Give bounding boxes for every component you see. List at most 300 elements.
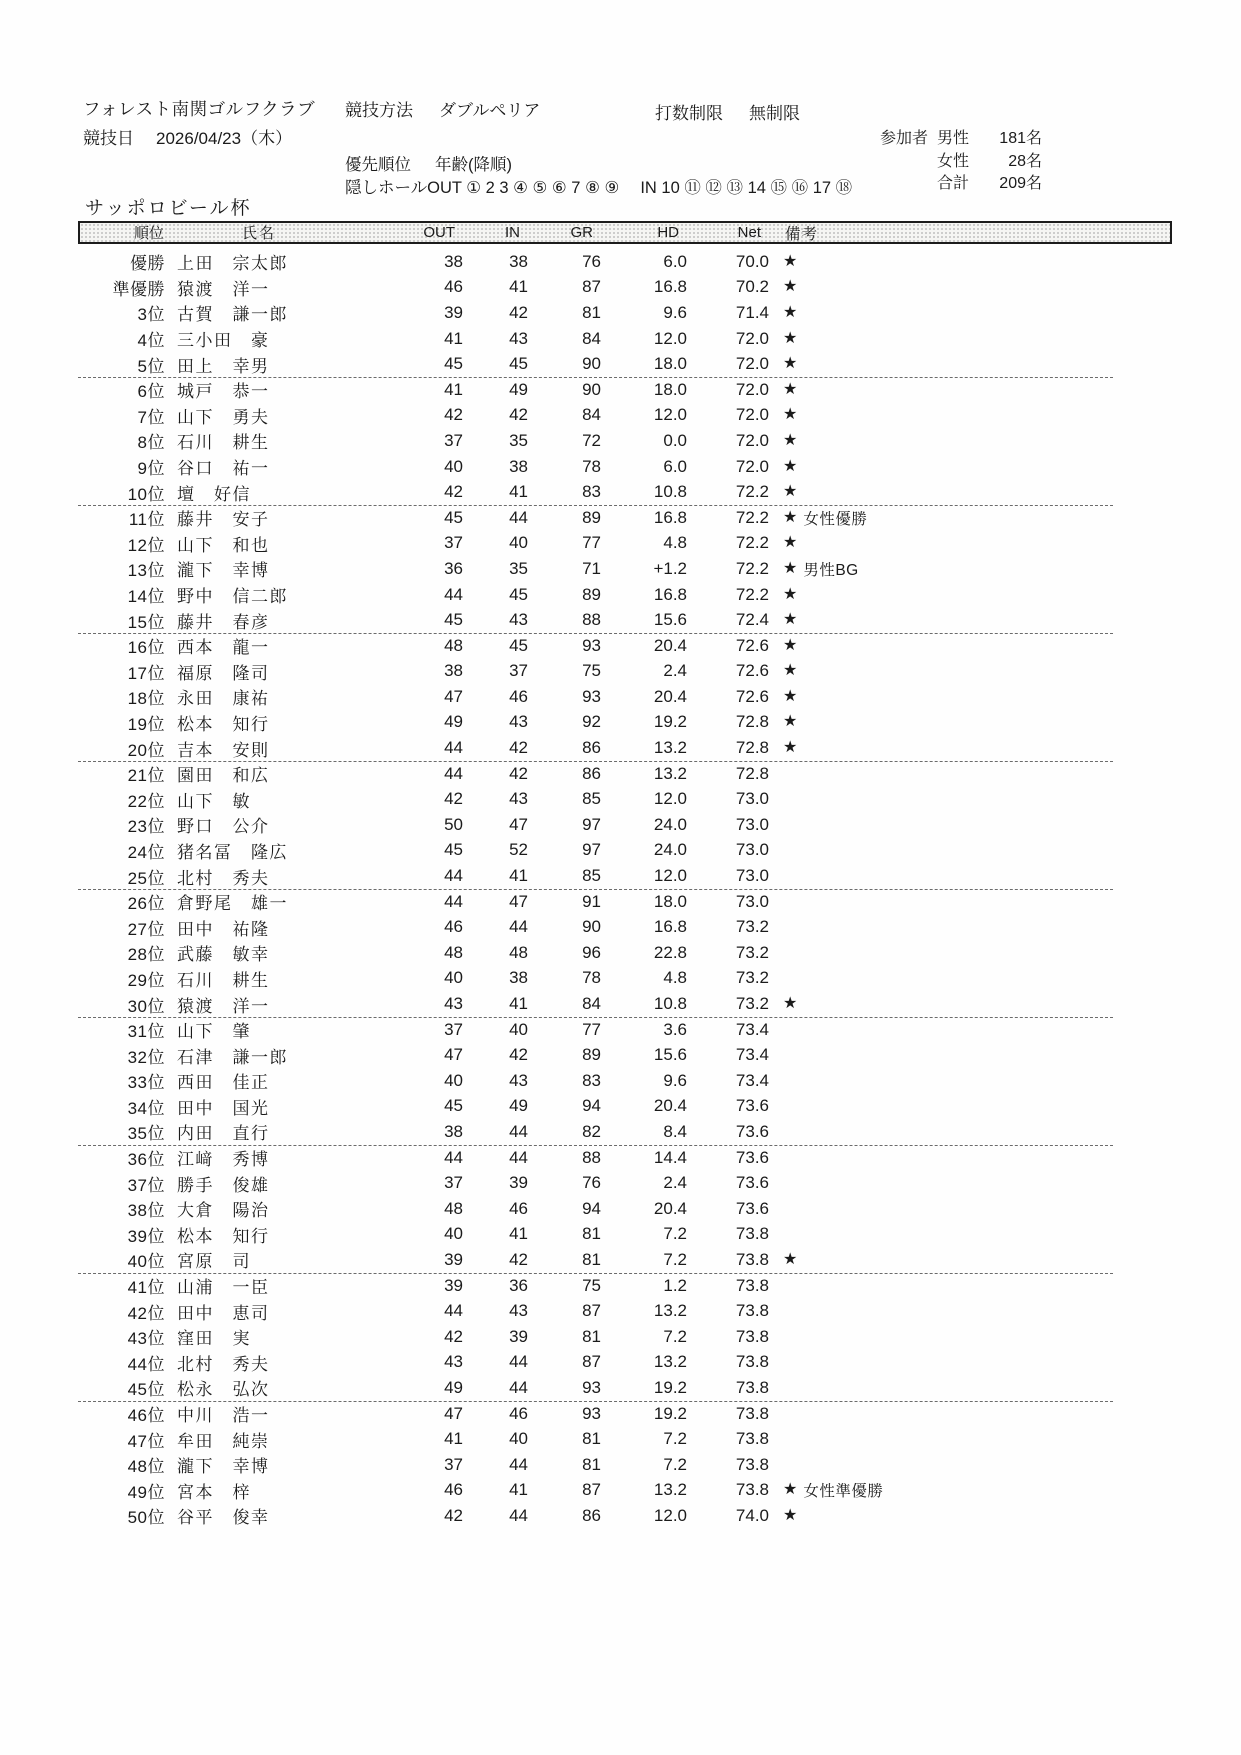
cell-name: 藤井 安子 [177, 510, 270, 530]
cell-name: 石津 謙一郎 [177, 1047, 288, 1067]
cell-name: 田中 国光 [177, 1098, 270, 1118]
cell-gr: 83 [582, 1070, 601, 1090]
cell-gr: 81 [582, 1429, 601, 1449]
table-row [78, 1375, 1172, 1401]
cell-name: 牟田 純崇 [177, 1431, 270, 1451]
table-row [78, 1094, 1172, 1120]
cell-rank: 38位 [127, 1201, 165, 1221]
table-row [78, 1145, 1172, 1171]
table-row [78, 403, 1172, 429]
cell-name: 石川 耕生 [177, 433, 270, 453]
cell-net: 73.8 [735, 1454, 769, 1474]
cell-name: 北村 秀夫 [177, 1354, 270, 1374]
cell-rank: 8位 [137, 433, 165, 453]
star-icon: ★ [783, 739, 798, 757]
cell-in: 45 [509, 584, 528, 604]
cell-net: 73.6 [735, 1147, 769, 1167]
cell-rank: 35位 [127, 1124, 165, 1144]
cell-gr: 88 [582, 610, 601, 630]
cell-net: 73.6 [735, 1096, 769, 1116]
cell-out: 42 [444, 789, 463, 809]
cell-in: 49 [509, 1096, 528, 1116]
cell-rank: 45位 [127, 1380, 165, 1400]
cell-in: 42 [509, 738, 528, 758]
cell-gr: 81 [582, 1326, 601, 1346]
cell-remark [769, 663, 1172, 679]
cell-gr: 87 [582, 1480, 601, 1500]
cell-name: 谷平 俊幸 [177, 1508, 270, 1528]
cell-out: 37 [444, 1454, 463, 1474]
cell-net: 72.2 [735, 507, 769, 527]
cell-remark [769, 1508, 1172, 1524]
col-header-remark: 備考 [785, 225, 819, 243]
cell-net: 73.0 [735, 814, 769, 834]
table-row [78, 1478, 1172, 1504]
cell-rank: 15位 [127, 612, 165, 632]
cell-gr: 90 [582, 354, 601, 374]
table-row [78, 1401, 1172, 1427]
cell-out: 44 [444, 1301, 463, 1321]
cell-in: 44 [509, 917, 528, 937]
cell-net: 73.0 [735, 891, 769, 911]
cell-name: 内田 直行 [177, 1124, 270, 1144]
cell-gr: 83 [582, 482, 601, 502]
col-header-in: IN [505, 224, 520, 241]
cell-name: 古賀 謙一郎 [177, 305, 288, 325]
cell-net: 72.0 [735, 379, 769, 399]
cell-rank: 3位 [137, 305, 165, 325]
cell-out: 45 [444, 1096, 463, 1116]
cell-rank: 30位 [127, 996, 165, 1016]
cell-out: 39 [444, 1275, 463, 1295]
cell-in: 41 [509, 277, 528, 297]
cell-out: 45 [444, 354, 463, 374]
star-icon: ★ [783, 534, 798, 552]
participants-summary [880, 128, 1042, 196]
cell-name: 松本 知行 [177, 1226, 270, 1246]
cell-rank: 49位 [127, 1482, 165, 1502]
cell-gr: 92 [582, 712, 601, 732]
cell-in: 42 [509, 405, 528, 425]
col-header-rank: 順位 [133, 225, 164, 242]
cell-in: 44 [509, 507, 528, 527]
cell-net: 72.6 [735, 686, 769, 706]
cell-rank: 34位 [127, 1098, 165, 1118]
cell-gr: 82 [582, 1121, 601, 1141]
star-icon: ★ [783, 636, 798, 654]
star-icon: ★ [783, 355, 798, 373]
cell-name: 猿渡 洋一 [177, 996, 270, 1016]
cell-rank: 優勝 [130, 254, 165, 274]
cell-hd: 1.2 [663, 1275, 687, 1295]
cell-name: 藤井 春彦 [177, 612, 270, 632]
cell-out: 49 [444, 712, 463, 732]
cell-name: 窪田 実 [177, 1329, 251, 1349]
cell-remark [769, 507, 1172, 529]
cell-hd: 13.2 [653, 1352, 687, 1372]
cell-hd: 8.4 [663, 1121, 687, 1141]
cell-net: 73.6 [735, 1121, 769, 1141]
cell-gr: 96 [582, 942, 601, 962]
cell-rank: 19位 [127, 714, 165, 734]
cell-gr: 86 [582, 763, 601, 783]
cell-hd: 20.4 [653, 1096, 687, 1116]
cell-hd: 20.4 [653, 686, 687, 706]
star-icon: ★ [783, 559, 798, 577]
tournament-title: サッポロビール杯 [85, 198, 252, 219]
cell-out: 44 [444, 891, 463, 911]
cell-name: 福原 隆司 [177, 663, 270, 683]
cell-remark [769, 714, 1172, 730]
cell-hd: 16.8 [653, 507, 687, 527]
cell-hd: 19.2 [653, 1403, 687, 1423]
star-icon: ★ [783, 329, 798, 347]
cell-gr: 87 [582, 1301, 601, 1321]
cell-out: 46 [444, 917, 463, 937]
star-icon: ★ [783, 457, 798, 475]
participants-total-label: 合計 [936, 175, 969, 192]
participants-male-label: 男性 [936, 130, 969, 147]
cell-hd: 6.0 [663, 251, 687, 271]
cell-out: 45 [444, 840, 463, 860]
cell-hd: 20.4 [653, 635, 687, 655]
cell-rank: 37位 [127, 1175, 165, 1195]
cell-rank: 12位 [127, 535, 165, 555]
cell-out: 38 [444, 251, 463, 271]
cell-in: 42 [509, 1249, 528, 1269]
cell-net: 70.0 [735, 251, 769, 271]
table-row [78, 275, 1172, 301]
cell-in: 36 [509, 1275, 528, 1295]
table-row [78, 940, 1172, 966]
cell-out: 41 [444, 379, 463, 399]
priority-value: 年齢(降順) [435, 156, 512, 174]
cell-name: 野中 信二郎 [177, 587, 288, 607]
cell-rank: 5位 [137, 356, 165, 376]
cell-remark [769, 484, 1172, 500]
cell-net: 72.0 [735, 405, 769, 425]
cell-rank: 14位 [127, 587, 165, 607]
table-row [78, 1503, 1172, 1529]
cell-name: 倉野尾 雄一 [177, 894, 288, 914]
cell-rank: 25位 [127, 868, 165, 888]
cell-hd: 24.0 [653, 814, 687, 834]
cell-name: 北村 秀夫 [177, 868, 270, 888]
cell-name: 宮本 梓 [177, 1482, 251, 1502]
cell-out: 48 [444, 1198, 463, 1218]
cell-gr: 90 [582, 917, 601, 937]
cell-net: 73.8 [735, 1377, 769, 1397]
cell-hd: 24.0 [653, 840, 687, 860]
table-row [78, 761, 1172, 787]
method-label: 競技方法 [345, 101, 413, 120]
cell-out: 47 [444, 1403, 463, 1423]
cell-in: 49 [509, 379, 528, 399]
col-header-name: 氏名 [242, 225, 277, 242]
cell-name: 吉本 安則 [177, 740, 270, 760]
cell-hd: 18.0 [653, 891, 687, 911]
cell-gr: 81 [582, 1249, 601, 1269]
table-row [78, 812, 1172, 838]
table-row [78, 1247, 1172, 1273]
col-header-gr: GR [570, 224, 593, 241]
cell-gr: 85 [582, 789, 601, 809]
cell-gr: 81 [582, 1224, 601, 1244]
cell-in: 44 [509, 1121, 528, 1141]
table-row [78, 1196, 1172, 1222]
cell-remark [769, 612, 1172, 628]
table-row [78, 1222, 1172, 1248]
table-row [78, 479, 1172, 505]
cell-gr: 87 [582, 1352, 601, 1372]
star-icon: ★ [783, 1481, 798, 1499]
cell-gr: 89 [582, 507, 601, 527]
cell-remark [769, 1479, 1172, 1501]
remark-text: 男性BG [803, 561, 859, 579]
cell-hd: 7.2 [663, 1454, 687, 1474]
cell-in: 41 [509, 482, 528, 502]
cell-hd: 2.4 [663, 1173, 687, 1193]
table-row [78, 1298, 1172, 1324]
cell-name: 西本 龍一 [177, 638, 270, 658]
cell-gr: 93 [582, 1377, 601, 1397]
club-name: フォレスト南関ゴルフクラブ [83, 99, 316, 119]
table-row [78, 428, 1172, 454]
cell-rank: 6位 [137, 382, 165, 402]
cell-hd: 10.8 [653, 994, 687, 1014]
cell-name: 中川 浩一 [177, 1406, 270, 1426]
participants-female-count: 28名 [1008, 152, 1042, 170]
cell-name: 山浦 一臣 [177, 1278, 270, 1298]
cell-hd: 6.0 [663, 456, 687, 476]
cell-gr: 76 [582, 251, 601, 271]
cell-rank: 11位 [128, 510, 165, 530]
cell-out: 39 [444, 302, 463, 322]
cell-remark [769, 638, 1172, 654]
cell-name: 壇 好信 [177, 484, 251, 504]
cell-name: 武藤 敏幸 [177, 945, 270, 965]
table-row [78, 710, 1172, 736]
cell-gr: 75 [582, 661, 601, 681]
cell-gr: 90 [582, 379, 601, 399]
cell-hd: 13.2 [653, 738, 687, 758]
table-row [78, 607, 1172, 633]
cell-hd: 14.4 [653, 1147, 687, 1167]
cell-gr: 85 [582, 866, 601, 886]
cell-net: 72.8 [735, 712, 769, 732]
cell-hd: 7.2 [663, 1249, 687, 1269]
cell-name: 西田 佳正 [177, 1073, 270, 1093]
cell-hd: 19.2 [653, 1377, 687, 1397]
cell-hd: 13.2 [653, 1301, 687, 1321]
cell-gr: 81 [582, 302, 601, 322]
cell-hd: 13.2 [653, 763, 687, 783]
cell-gr: 94 [582, 1198, 601, 1218]
cell-in: 35 [509, 430, 528, 450]
cell-remark [769, 689, 1172, 705]
cell-out: 37 [444, 430, 463, 450]
cell-in: 41 [509, 994, 528, 1014]
cell-name: 猪名冨 隆広 [177, 842, 288, 862]
cell-gr: 72 [582, 430, 601, 450]
remark-text: 女性優勝 [803, 510, 868, 528]
cell-remark [769, 459, 1172, 475]
cell-name: 山下 勇夫 [177, 407, 270, 427]
cell-net: 73.8 [735, 1224, 769, 1244]
priority-rule [345, 151, 512, 175]
limit-value: 無制限 [749, 104, 800, 123]
cell-out: 37 [444, 533, 463, 553]
cell-out: 44 [444, 584, 463, 604]
cell-name: 山下 和也 [177, 535, 270, 555]
table-row [78, 1042, 1172, 1068]
cell-hd: 22.8 [653, 942, 687, 962]
cell-net: 73.8 [735, 1249, 769, 1269]
cell-in: 43 [509, 1070, 528, 1090]
cell-out: 42 [444, 482, 463, 502]
cell-gr: 86 [582, 738, 601, 758]
cell-rank: 27位 [127, 919, 165, 939]
cell-name: 勝手 俊雄 [177, 1175, 270, 1195]
cell-net: 73.6 [735, 1173, 769, 1193]
cell-hd: 7.2 [663, 1326, 687, 1346]
cell-gr: 89 [582, 1045, 601, 1065]
cell-net: 73.2 [735, 968, 769, 988]
table-row [78, 249, 1172, 275]
cell-remark [769, 740, 1172, 756]
cell-in: 43 [509, 328, 528, 348]
cell-hd: 13.2 [653, 1480, 687, 1500]
cell-net: 73.8 [735, 1352, 769, 1372]
date-label: 競技日 [83, 129, 134, 148]
cell-net: 72.8 [735, 738, 769, 758]
cell-remark [769, 407, 1172, 423]
cell-in: 42 [509, 763, 528, 783]
cell-gr: 84 [582, 328, 601, 348]
cell-remark [769, 305, 1172, 321]
cell-out: 50 [444, 814, 463, 834]
col-header-out: OUT [423, 224, 455, 241]
cell-in: 44 [509, 1454, 528, 1474]
cell-out: 45 [444, 610, 463, 630]
cell-out: 47 [444, 686, 463, 706]
table-row [78, 659, 1172, 685]
cell-name: 大倉 陽治 [177, 1201, 270, 1221]
priority-label: 優先順位 [345, 156, 411, 174]
cell-hd: 12.0 [653, 405, 687, 425]
table-row [78, 1068, 1172, 1094]
cell-hd: 12.0 [653, 866, 687, 886]
limit-label: 打数制限 [655, 104, 723, 123]
cell-net: 73.2 [735, 994, 769, 1014]
cell-in: 38 [509, 456, 528, 476]
star-icon: ★ [783, 431, 798, 449]
cell-hd: 9.6 [663, 1070, 687, 1090]
table-row [78, 454, 1172, 480]
star-icon: ★ [783, 1506, 798, 1524]
cell-net: 72.2 [735, 533, 769, 553]
cell-hd: 12.0 [653, 328, 687, 348]
cell-net: 73.0 [735, 840, 769, 860]
cell-net: 72.6 [735, 635, 769, 655]
cell-name: 三小田 豪 [177, 331, 270, 351]
hidden-holes: 隠しホールOUT ① 2 3 ④ ⑤ ⑥ 7 ⑧ ⑨ IN 10 ⑪ ⑫ ⑬ 14 ⑮ ⑯ 17 ⑱ [345, 179, 853, 197]
cell-rank: 26位 [127, 894, 165, 914]
cell-rank: 7位 [137, 407, 165, 427]
cell-gr: 97 [582, 840, 601, 860]
cell-name: 瀧下 幸博 [177, 1457, 270, 1477]
cell-in: 43 [509, 1301, 528, 1321]
cell-in: 38 [509, 251, 528, 271]
star-icon: ★ [783, 713, 798, 731]
star-icon: ★ [783, 303, 798, 321]
cell-hd: 7.2 [663, 1429, 687, 1449]
cell-out: 36 [444, 558, 463, 578]
cell-name: 山下 敏 [177, 791, 251, 811]
cell-in: 40 [509, 533, 528, 553]
cell-out: 39 [444, 1249, 463, 1269]
cell-out: 42 [444, 1505, 463, 1525]
cell-hd: 20.4 [653, 1198, 687, 1218]
cell-gr: 97 [582, 814, 601, 834]
cell-out: 44 [444, 866, 463, 886]
cell-gr: 71 [582, 558, 601, 578]
cell-net: 73.8 [735, 1275, 769, 1295]
cell-out: 48 [444, 942, 463, 962]
cell-net: 73.2 [735, 942, 769, 962]
cell-gr: 77 [582, 533, 601, 553]
cell-rank: 46位 [127, 1406, 165, 1426]
cell-net: 72.2 [735, 558, 769, 578]
cell-out: 43 [444, 1352, 463, 1372]
cell-gr: 86 [582, 1505, 601, 1525]
cell-hd: 18.0 [653, 379, 687, 399]
cell-out: 38 [444, 1121, 463, 1141]
cell-in: 43 [509, 789, 528, 809]
cell-hd: 16.8 [653, 277, 687, 297]
method-value: ダブルペリア [439, 101, 541, 120]
cell-remark [769, 279, 1172, 295]
star-icon: ★ [783, 252, 798, 270]
star-icon: ★ [783, 278, 798, 296]
cell-net: 73.8 [735, 1326, 769, 1346]
cell-remark [769, 558, 1172, 580]
cell-in: 47 [509, 814, 528, 834]
star-icon: ★ [783, 380, 798, 398]
cell-in: 40 [509, 1019, 528, 1039]
cell-net: 73.4 [735, 1019, 769, 1039]
cell-gr: 84 [582, 994, 601, 1014]
cell-net: 74.0 [735, 1505, 769, 1525]
cell-in: 44 [509, 1147, 528, 1167]
remark-text: 女性準優勝 [803, 1483, 884, 1501]
cell-gr: 78 [582, 456, 601, 476]
star-icon: ★ [783, 508, 798, 526]
cell-rank: 48位 [127, 1457, 165, 1477]
cell-hd: 16.8 [653, 584, 687, 604]
cell-hd: 15.6 [653, 610, 687, 630]
cell-net: 73.2 [735, 917, 769, 937]
table-row [78, 1017, 1172, 1043]
cell-in: 44 [509, 1352, 528, 1372]
cell-net: 72.0 [735, 354, 769, 374]
table-row [78, 326, 1172, 352]
table-row [78, 556, 1172, 582]
cell-rank: 23位 [127, 817, 165, 837]
cell-rank: 50位 [127, 1508, 165, 1528]
table-row [78, 863, 1172, 889]
cell-remark [769, 433, 1172, 449]
